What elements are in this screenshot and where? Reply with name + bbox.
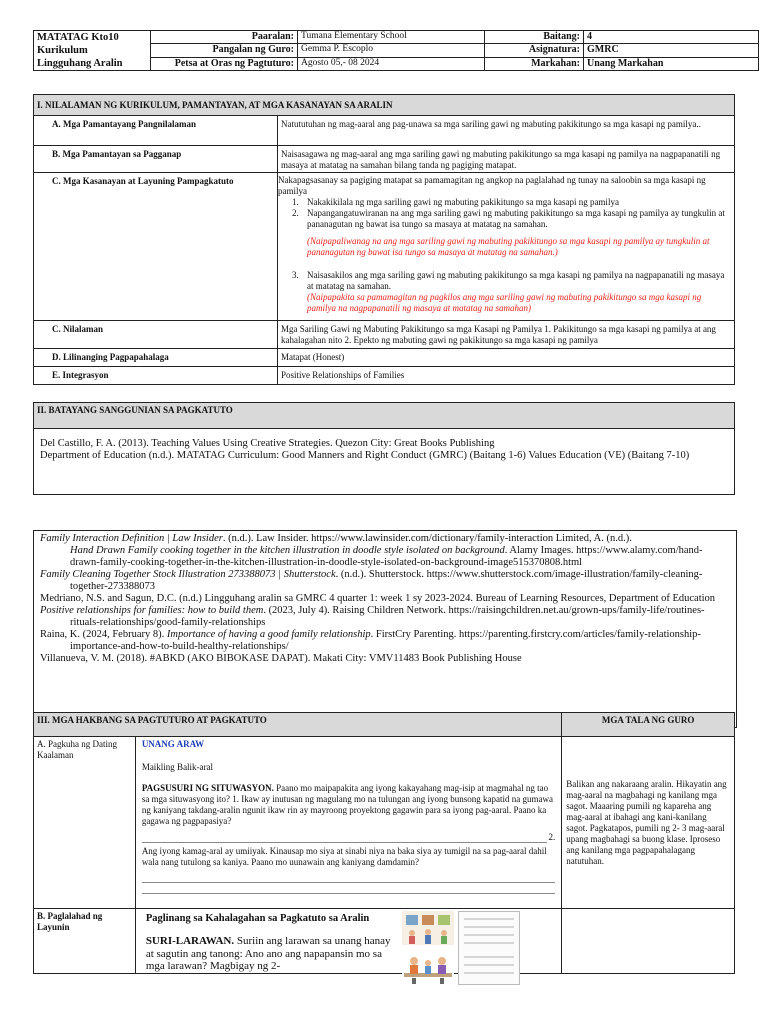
references-box xyxy=(33,530,737,728)
notes-title: MGA TALA NG GURO xyxy=(562,713,735,737)
paglalahad-content xyxy=(135,909,561,974)
answer-line-2 xyxy=(142,882,555,883)
family-cooking-image xyxy=(402,951,454,985)
school-label: Paaralan: xyxy=(151,31,298,44)
answer-lines-image xyxy=(458,911,520,985)
header-left-cell xyxy=(34,31,151,71)
a-label: A. Mga Pamantayang Pangnilalaman xyxy=(34,116,278,146)
e-text: Positive Relationships of Families xyxy=(278,367,735,385)
paglalahad-label: B. Paglalahad ng Layunin xyxy=(34,909,136,974)
ref-law-insider: Family Interaction Definition | Law Insider. (n.d.). Law Insider. https://www.lawinsider.com/dictionary/family-interaction Limited, A. (n.d.). xyxy=(40,533,632,544)
teacher-value: Gemma P. Escoplo xyxy=(298,44,485,57)
d-label: D. Lilinanging Pagpapahalaga xyxy=(34,349,278,367)
section2-table xyxy=(33,402,735,495)
subject-value: GMRC xyxy=(584,44,759,57)
c-red-note-1: (Naipapaliwanag na ang mga sariling gawi ng mabuting pakikitungo sa mga kasapi ng pamilya ay tungkulin at pananagutan ng bawat isa tungo sa masaya at matatag na samahan.) xyxy=(307,236,710,257)
paglinang-heading: Paglinang sa Kahalagahan sa Pagkatuto sa Aralin xyxy=(145,913,370,924)
c-item-2: 2. Napangangatuwiranan na ang mga sariling gawi ng mabuting pakikitungo sa mga kasapi ng pamilya ay tungkulin at pananagutan ng bawat isa tungo sa masaya at matatag na samahan. xyxy=(292,208,725,229)
subject-label: Asignatura: xyxy=(485,44,584,57)
picture-column xyxy=(402,911,520,985)
grade-label: Baitang: xyxy=(485,31,584,44)
family-cleaning-image xyxy=(402,911,454,945)
school-value: Tumana Elementary School xyxy=(298,31,485,44)
c-item-3: 3. Naisasakilos ang mga sariling gawi ng mabuting pakikitungo sa mga kasapi ng pamilya na nagpapanatili ng masaya at matatag na samahan. xyxy=(292,270,725,291)
suri-larawan-text: SURI-LARAWAN. Suriin ang larawan sa unang hanay at sagutin ang tanong: Ano ano ang napapansin mo sa mga larawan? Magbigay ng 2- xyxy=(145,935,391,972)
quarter-value: Unang Markahan xyxy=(584,57,759,70)
day-label: UNANG ARAW xyxy=(141,739,205,749)
section2-refs xyxy=(34,429,735,495)
paglalahad-text xyxy=(142,913,400,973)
ref-raina: Raina, K. (2024, February 8). Importance of having a good family relationship. FirstCry Parenting. https://parenting.firstcry.com/articles/family-relationship-importance-and-how-to-build-healthy-relationships/ xyxy=(40,629,701,652)
plan-type: Lingguhang Aralin xyxy=(37,58,123,69)
quarter-label: Markahan: xyxy=(485,57,584,70)
c-item-1: 1. Nakakikilala ng mga sariling gawi ng mabuting pakikitungo sa mga kasapi ng pamilya xyxy=(292,197,619,207)
curriculum-name: MATATAG Kto10 xyxy=(37,32,119,43)
e-label: E. Integrasyon xyxy=(34,367,278,385)
answer-line-3 xyxy=(142,893,555,894)
ref-alamy: Hand Drawn Family cooking together in the kitchen illustration in doodle style isolated on background. Alamy Images. https://www.alamy.com/hand-drawn-family-cooking-together-in-the-kitchen-illustration-in-doodle-style-isolated-on-background-image515370808.html xyxy=(70,545,703,568)
answer-line-1: 2. xyxy=(142,832,555,843)
ref-medriano: Medriano, N.S. and Sagun, D.C. (n.d.) Lingguhang aralin sa GMRC 4 quarter 1: week 1 sy 2023-2024. Bureau of Learning Resources, Department of Education xyxy=(40,593,716,604)
grade-value: 4 xyxy=(584,31,759,44)
c-red-note-2: (Naipapakita sa pamamagitan ng pagkilos ang mga sariling gawi ng mabuting pakikitungo sa mga kasapi ng pamilya na nagpapanatili ng masaya at matatag na samahan) xyxy=(307,292,702,313)
section2-title: II. BATAYANG SANGGUNIAN SA PAGKATUTO xyxy=(34,403,735,429)
paglalahad-notes xyxy=(562,909,735,974)
b-label: B. Mga Pamantayan sa Pagganap xyxy=(34,146,278,173)
d-text: Matapat (Honest) xyxy=(278,349,735,367)
ref-2: Department of Education (n.d.). MATATAG Curriculum: Good Manners and Right Conduct (GMRC) (Baitang 1-6) Values Education (VE) (Baitang 7-10) xyxy=(40,450,690,461)
a-text: Natututuhan ng mag-aaral ang pag-unawa sa mga sariling gawi ng mabuting pakikitungo sa mga kasapi ng pamilya.. xyxy=(278,116,735,146)
section1-table xyxy=(33,94,735,385)
section1-title: I. NILALAMAN NG KURIKULUM, PAMANTAYAN, AT MGA KASANAYAN SA ARALIN xyxy=(34,95,735,116)
cn-text: Mga Sariling Gawi ng Mabuting Pakikitungo sa mga Kasapi ng Pamilya 1. Pakikitungo sa mga kasapi ng pamilya at ang kahalagahan nito 2. Epekto ng mabuting gawi ng pakikitungo sa mga kasapi ng pamilya xyxy=(278,321,735,349)
pagkuha-label: A. Pagkuha ng Dating Kaalaman xyxy=(34,737,136,909)
ref-villanueva: Villanueva, V. M. (2018). #ABKD (AKO BIBOKASE DAPAT). Makati City: VMV11483 Book Publishing House xyxy=(40,653,522,664)
teacher-label: Pangalan ng Guro: xyxy=(151,44,298,57)
c-label: C. Mga Kasanayan at Layuning Pampagkatuto xyxy=(34,173,278,321)
situation-2: Ang iyong kamag-aral ay umiiyak. Kinausap mo siya at sinabi niya na baka siya ay tumigil na sa pag-aaral dahil wala nang tutulong sa kaniya. Paano mo uunawain ang kaniyang damdamin? xyxy=(141,846,547,867)
c-content xyxy=(278,173,735,321)
b-text: Naisasagawa ng mag-aaral ang mga sariling gawi ng mabuting pakikitungo sa mga kasapi ng pamilya na nagpapanatili ng masaya at matatag na samahan bilang tanda ng pagiging matapat. xyxy=(278,146,735,173)
cn-label: C. Nilalaman xyxy=(34,321,278,349)
ref-1: Del Castillo, F. A. (2013). Teaching Values Using Creative Strategies. Quezon City: Great Books Publishing xyxy=(40,438,495,449)
section3-title: III. MGA HAKBANG SA PAGTUTURO AT PAGKATUTO xyxy=(34,713,562,737)
ref-raising-children: Positive relationships for families: how to build them. (2023, July 4). Raising Children Network. https://raisingchildren.net.au/grown-ups/family-life/routines-rituals-relationships/good-family-relationships xyxy=(40,605,705,628)
pagsusuri-text: PAGSUSURI NG SITUWASYON. Paano mo maipapakita ang iyong kakayahang mag-isip at magmahal ng tao sa mga situwasyong ito? 1. Ikaw ay inutusan ng magulang mo na tulungan ang iyong bunsong kapatid na gumawa ng kaniyang takdang-aralin ngunit ikaw rin ay mayroong proyektong gagawin para sa iyong pag-aaral. Paano ka gagawa ng pagpapasiya? xyxy=(141,783,553,826)
date-value: Agosto 05,- 08 2024 xyxy=(298,57,485,70)
header-table xyxy=(33,30,759,71)
curriculum-label: Kurikulum xyxy=(37,45,88,56)
pagkuha-content xyxy=(135,737,561,909)
teacher-notes: Balikan ang nakaraang aralin. Hikayatin ang mag-aaral na magbahagi ng kanilang mga sagot. Maaaring pumili ng kapareha ang mag-aaral at ibahagi ang kani-kanilang sagot. Pagkatapos, pumili ng 2- 3 mag-aaral upang magbahagi sa buong klase. Iproseso ang kanilang mga pagpapahalagang natutuhan. xyxy=(562,737,735,909)
section3-table xyxy=(33,712,735,974)
ref-shutterstock: Family Cleaning Together Stock Illustration 273388073 | Shutterstock. (n.d.). Shutterstock. https://www.shutterstock.com/image-illustration/family-cleaning-together-273388073 xyxy=(40,569,703,592)
date-label: Petsa at Oras ng Pagtuturo: xyxy=(151,57,298,70)
c-intro: Nakapagsasanay sa pagiging matapat sa pamamagitan ng angkop na paglalahad ng tunay na saloobin sa mga kasapi ng pamilya xyxy=(278,175,706,196)
maikling-balik-aral: Maikling Balik-aral xyxy=(141,762,214,772)
